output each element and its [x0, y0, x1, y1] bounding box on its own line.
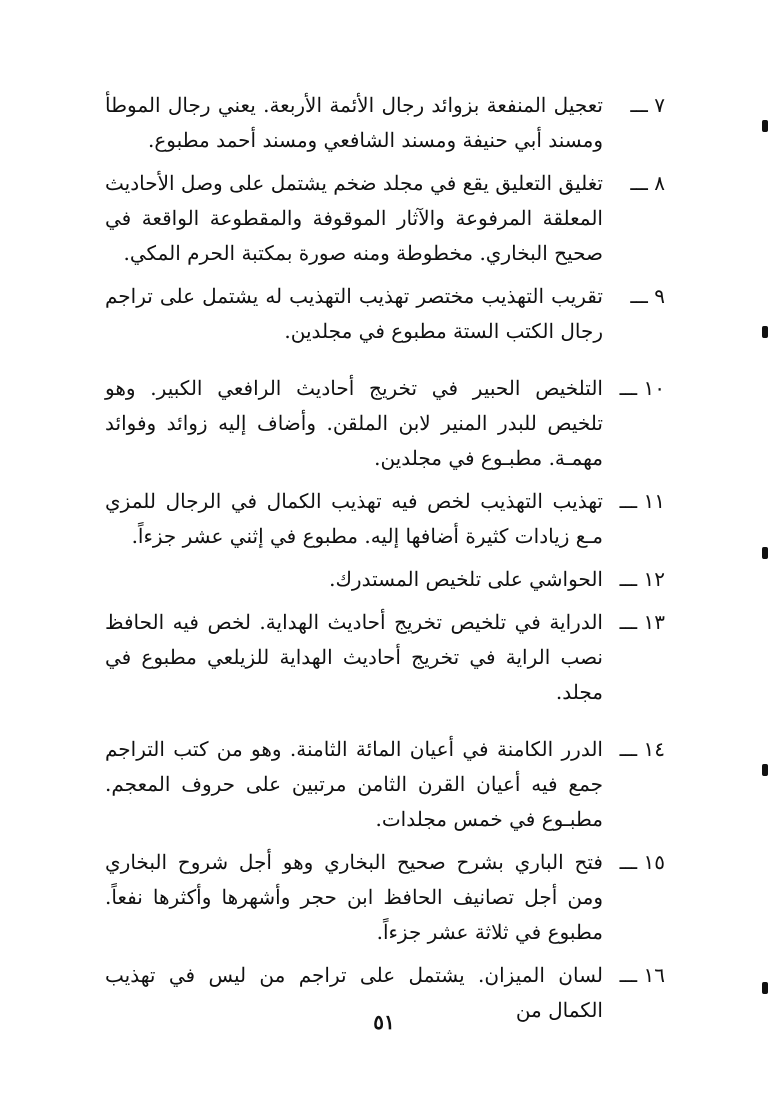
entry-text: الحواشي على تلخيص المستدرك. [329, 567, 603, 591]
entry-number: ١٤ ـــ [619, 737, 665, 761]
scan-edge-mark [762, 120, 768, 132]
list-item [105, 88, 665, 158]
entry-text: الدرر الكامنة في أعيان المائة الثامنة. وهو من كتب التراجم جمع فيه أعيان القرن الثامن مرتبين على حروف المعجم. مطبـوع في خمس مجلدات. [105, 737, 603, 831]
entry-number: ١٠ ـــ [619, 376, 665, 400]
entry-text: لسان الميزان. يشتمل على تراجم من ليس في تهذيب الكمال من [105, 963, 603, 1022]
entry-number: ١٥ ـــ [619, 850, 665, 874]
entry-text: فتح الباري بشرح صحيح البخاري وهو أجل شروح البخاري ومن أجل تصانيف الحافظ ابن حجر وأشهرها وأكثرها نفعاً. مطبوع في ثلاثة عشر جزءاً. [105, 850, 603, 944]
scan-edge-mark [762, 547, 768, 559]
page-number: ٥١ [373, 1010, 395, 1034]
entry-number: ٨ ـــ [630, 171, 665, 195]
entry-text: تهذيب التهذيب لخص فيه تهذيب الكمال في الرجال للمزي مـع زيادات كثيرة أضافها إليه. مطبوع في إثني عشر جزءاً. [105, 489, 603, 548]
entry-text: تقريب التهذيب مختصر تهذيب التهذيب له يشتمل على تراجم رجال الكتب الستة مطبوع في مجلدين. [105, 284, 603, 343]
entry-number: ١٢ ـــ [619, 567, 665, 591]
entry-number: ٩ ـــ [630, 284, 665, 308]
list-item [105, 371, 665, 476]
entry-text: تعجيل المنفعة بزوائد رجال الأئمة الأربعة. يعني رجال الموطأ ومسند أبي حنيفة ومسند الشافعي ومسند أحمد مطبوع. [105, 93, 603, 152]
entry-number: ٧ ـــ [630, 93, 665, 117]
list-item [105, 166, 665, 271]
entry-number: ١١ ـــ [619, 489, 665, 513]
entry-text: الدراية في تلخيص تخريج أحاديث الهداية. لخص فيه الحافظ نصب الراية في تخريج أحاديث الهداية للزيلعي مطبوع في مجلد. [105, 610, 603, 704]
entry-text: التلخيص الحبير في تخريج أحاديث الرافعي الكبير. وهو تلخيص للبدر المنير لابن الملقن. وأضاف إليه زوائد وفوائد مهمـة. مطبـوع في مجلدين. [105, 376, 603, 470]
list-item [105, 484, 665, 554]
list-item [105, 605, 665, 710]
list-item [105, 732, 665, 837]
entry-number: ١٦ ـــ [619, 963, 665, 987]
entry-list [105, 88, 665, 1036]
scan-edge-mark [762, 764, 768, 776]
entry-number: ١٣ ـــ [619, 610, 665, 634]
scan-edge-mark [762, 982, 768, 994]
list-item [105, 562, 665, 597]
list-item [105, 845, 665, 950]
list-item [105, 279, 665, 349]
scan-edge-mark [762, 326, 768, 338]
entry-text: تغليق التعليق يقع في مجلد ضخم يشتمل على وصل الأحاديث المعلقة المرفوعة والآثار الموقوفة والمقطوعة الواقعة في صحيح البخاري. مخطوطة ومنه صورة بمكتبة الحرم المكي. [105, 171, 603, 265]
